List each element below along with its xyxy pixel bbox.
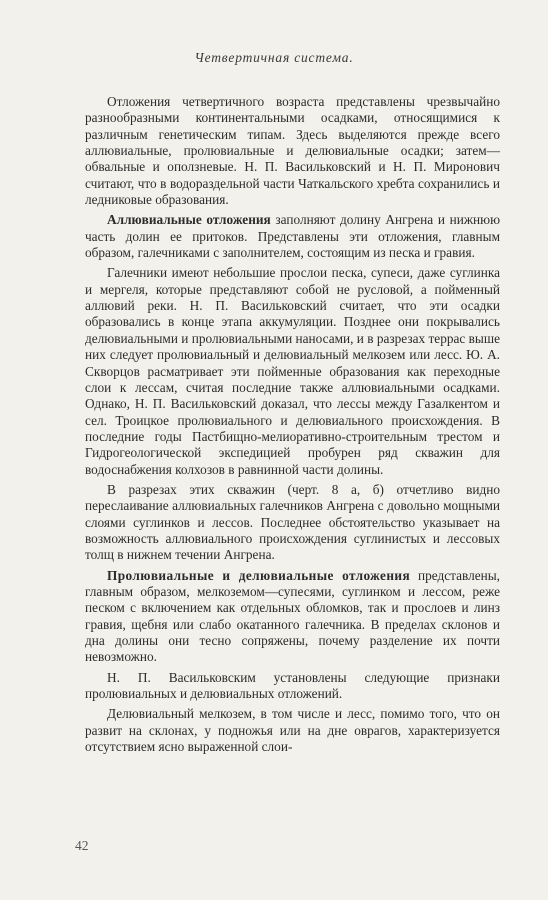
paragraph-7-text: Делювиальный мелкозем, в том числе и лесс, помимо того, что он развит на склонах, у подножья или на дне оврагов, характеризуется отсутствием ясно выраженной слои- [85,706,500,755]
paragraph-3 [85,265,500,477]
paragraph-2-text: заполняют долину Ангрена и нижнюю часть долин ее притоков. Представлены эти отложения, главным образом, галечниками с заполнителем, состоящим из песка и гравия. [85,212,500,261]
paragraph-5 [85,568,500,666]
page-number: 42 [75,838,89,853]
paragraph-6 [85,670,500,703]
paragraph-5-heading: Пролювиальные и делювиальные отложения [107,567,411,583]
paragraph-4 [85,482,500,564]
paragraph-1-text: Отложения четвертичного возраста представлены чрезвычайно разнообразными континентальными осадками, относящимися к различным генетическим типам. Здесь выделяются прежде всего аллювиальные, пролювиальные и делювиальные осадки; затем—обвальные и оползневые. Н. П. Васильковский и Н. П. Миронович считают, что в водораздельной части Чаткальского хребта сохранились и ледниковые образования. [85,94,500,208]
body-text [85,94,500,755]
paragraph-1 [85,94,500,208]
paragraph-5-text: представлены, главным образом, мелкоземом—супесями, суглинком и лессом, реже песком с включением как отдельных обломков, так и прослоев и линз гравия, щебня или слабо окатанного галечника. В пределах склонов и дна долины они тесно сопряжены, почему разделение их почти невозможно. [85,567,501,665]
paragraph-7 [85,706,500,755]
paragraph-2 [85,212,500,261]
paragraph-4-text: В разрезах этих скважин (черт. 8 а, б) отчетливо видно переслаивание аллювиальных галечников Ангрена с довольно мощными слоями суглинков и лессов. Последнее обстоятельство указывает на возможность аллювиального происхождения суглинистых и лессовых толщ в нижнем течении Ангрена. [85,481,500,563]
paragraph-2-heading: Аллювиальные отложения [107,212,271,228]
paragraph-6-text: Н. П. Васильковским установлены следующие признаки пролювиальных и делювиальных отложений. [85,669,500,702]
running-header: Четвертичная система. [194,50,354,65]
paragraph-3-text: Галечники имеют небольшие прослои песка, супеси, даже суглинка и мергеля, которые представляют собой не русловой, а пойменный аллювий реки. Н. П. Васильковский считает, что эти осадки образовались в конце этапа аккумуляции. Позднее они покрывались делювиальными и пролювиальными наносами, и в разрезах террас выше них следует пролювиальный и делювиальный мелкозем или лесс. Ю. А. Скворцов расматривает эти пойменные образования как переходные слои к лессам, считая последние также аллювиальными осадками. Однако, Н. П. Васильковский доказал, что лессы между Газалкентом и сел. Троицкое пролювиального и делювиального происхождения. В последние годы Пастбищно-мелиоративно-строительным трестом и Гидрогеологической экспедицией пробурен ряд скважин для водоснабжения колхозов в равнинной части долины. [85,265,500,477]
